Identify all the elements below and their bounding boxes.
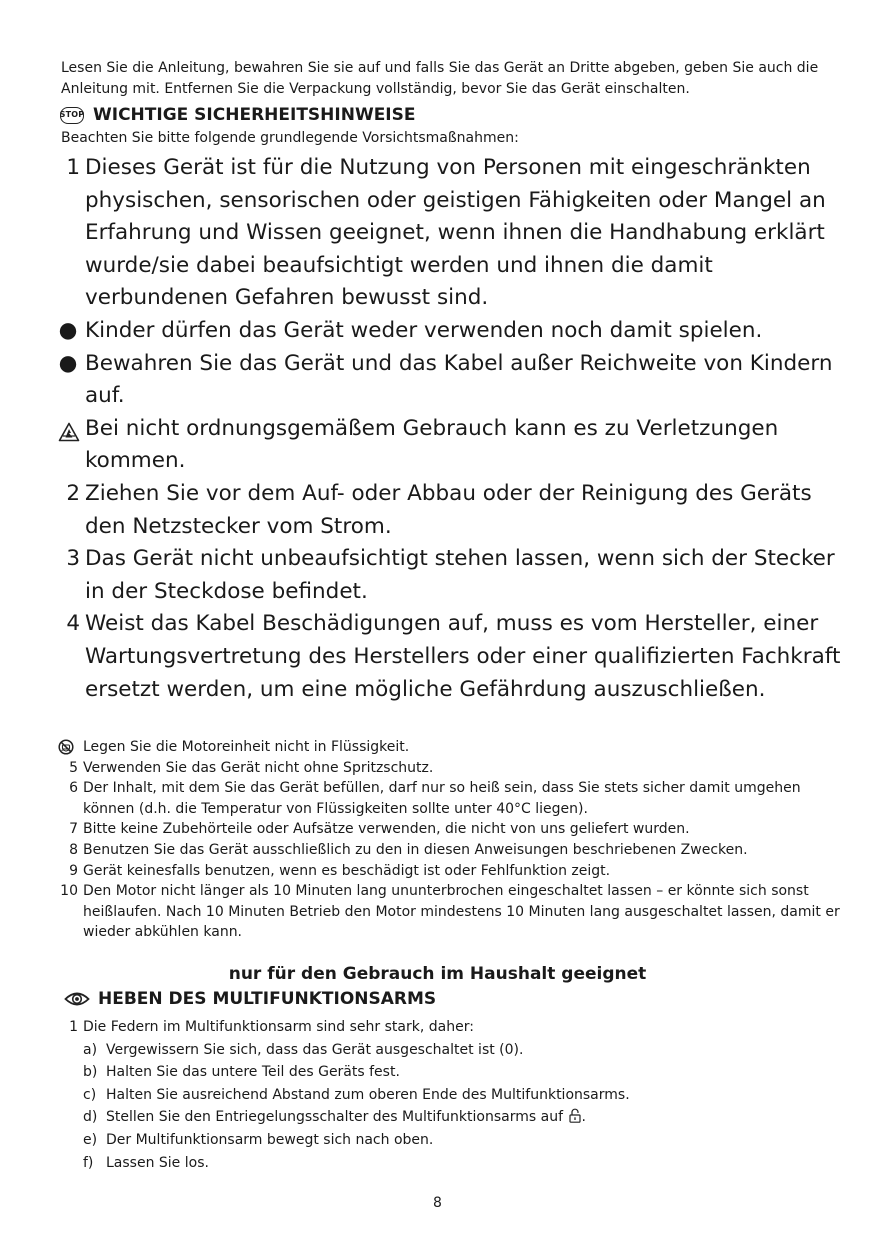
intro-paragraph: Lesen Sie die Anleitung, bewahren Sie sie auf und falls Sie das Gerät an Dritte abgeben, geben Sie auch die Anleitung mit. Entfernen Sie die Verpackung vollständig, bevor Sie das Gerät einschalten. [61,60,819,97]
item-number: 1 [69,1019,78,1035]
item-number: 9 [69,862,78,879]
sub-step [56,1129,846,1152]
warning-icon [58,420,80,453]
step-text: Halten Sie das untere Teil des Geräts fest. [106,1064,400,1081]
step-text: Vergewissern Sie sich, dass das Gerät ausgeschaltet ist (0). [106,1041,524,1058]
item-text: Kinder dürfen das Gerät weder verwenden noch damit spielen. [85,317,763,343]
list-item [56,1016,846,1039]
item-text: Benutzen Sie das Gerät ausschließlich zu den in diesen Anweisungen beschriebenen Zwecken. [83,841,748,858]
step-marker: d) [83,1109,98,1126]
item-text: Bitte keine Zubehörteile oder Aufsätze verwenden, die nicht von uns geliefert wurden. [83,821,690,838]
item-text: Den Motor nicht länger als 10 Minuten lang ununterbrochen eingeschaltet lassen – er könnte sich sonst heißlaufen. Nach 10 Minuten Betrieb den Motor mindestens 10 Minuten lang ausgeschaltet lassen, damit er wieder abkühlen kann. [83,883,840,941]
item-number: 6 [69,780,78,797]
list-item [56,152,846,315]
list-item [56,778,846,819]
sub-step [56,1039,846,1062]
item-text: Das Gerät nicht unbeaufsichtigt stehen lassen, wenn sich der Stecker in der Steckdose befindet. [85,546,835,604]
list-item [56,840,846,861]
list-item [56,861,846,882]
step-text: Stellen Sie den Entriegelungsschalter des Multifunktionsarms auf [106,1109,564,1126]
item-text: Der Inhalt, mit dem Sie das Gerät befüllen, darf nur so heiß sein, dass Sie stets sicher damit umgehen können (d.h. die Temperatur von Flüssigkeiten sollte unter 40°C liegen). [83,780,801,817]
step-text: Halten Sie ausreichend Abstand zum oberen Ende des Multifunktionsarms. [106,1086,630,1103]
item-text: Bei nicht ordnungsgemäßem Gebrauch kann es zu Verletzungen kommen. [85,415,779,474]
item-text: Gerät keinesfalls benutzen, wenn es beschädigt ist oder Fehlfunktion zeigt. [83,862,611,879]
bullet-marker: ● [58,317,78,343]
lifting-heading [60,988,436,1010]
sub-step [56,1152,846,1175]
safety-heading [60,104,416,126]
safety-title: WICHTIGE SICHERHEITSHINWEISE [93,105,416,125]
item-number: 10 [60,883,78,900]
step-marker: b) [83,1064,98,1081]
lifting-list [56,1016,846,1174]
list-item [56,737,846,758]
item-number: 8 [69,841,78,858]
step-text: Der Multifunktionsarm bewegt sich nach oben. [106,1131,434,1148]
list-item [56,315,846,348]
list-item [56,819,846,840]
item-text: Dieses Gerät ist für die Nutzung von Personen mit eingeschränkten physischen, sensorischen oder geistigen Fähigkeiten oder Mangel an Erfahrung und Wissen geeignet, wenn ihnen die Handhabung erklärt wurde/sie dabei beaufsichtigt werden und ihnen die damit verbundenen Gefahren bewusst sind. [85,155,826,311]
step-marker: c) [83,1086,97,1103]
step-marker: f) [83,1154,94,1171]
item-number: 7 [69,821,78,838]
step-marker: a) [83,1041,98,1058]
eye-icon [64,990,90,1008]
household-use-note: nur für den Gebrauch im Haushalt geeignet [228,964,647,984]
safety-subtitle: Beachten Sie bitte folgende grundlegende Vorsichtsmaßnahmen: [61,130,519,146]
step-suffix: . [581,1109,586,1126]
item-text: Die Federn im Multifunktionsarm sind sehr stark, daher: [83,1019,474,1035]
unlock-icon [569,1108,581,1123]
item-number: 2 [66,480,80,506]
item-text: Ziehen Sie vor dem Auf- oder Abbau oder der Reinigung des Geräts den Netzstecker vom Strom. [85,480,812,539]
step-text: Lassen Sie los. [106,1154,209,1171]
item-text: Legen Sie die Motoreinheit nicht in Flüssigkeit. [83,739,410,755]
list-item [56,881,846,943]
item-text: Verwenden Sie das Gerät nicht ohne Spritzschutz. [83,759,434,776]
page-number: 8 [433,1195,442,1211]
list-item [56,758,846,779]
item-number: 1 [66,155,80,180]
list-item [56,478,846,543]
lifting-title: HEBEN DES MULTIFUNKTIONSARMS [98,989,437,1009]
item-text: Bewahren Sie das Gerät und das Kabel außer Reichweite von Kindern auf. [85,350,833,409]
sub-step [56,1061,846,1084]
item-number: 5 [69,759,78,776]
item-number: 4 [66,611,80,637]
step-marker: e) [83,1131,98,1148]
list-item [56,608,846,706]
bullet-marker: ● [58,350,78,376]
list-item [56,413,846,478]
item-text: Weist das Kabel Beschädigungen auf, muss es vom Hersteller, einer Wartungsvertretung des Herstellers oder einer qualifizierten Fachkraft ersetzt werden, um eine mögliche Gefährdung auszuschließen. [85,611,841,702]
stop-icon: STOP [60,107,84,124]
sub-step [56,1106,846,1129]
item-number: 3 [66,546,80,572]
list-item [56,543,846,608]
safety-secondary-list [56,737,846,943]
sub-step [56,1084,846,1107]
list-item [56,348,846,413]
safety-main-list [56,152,846,706]
